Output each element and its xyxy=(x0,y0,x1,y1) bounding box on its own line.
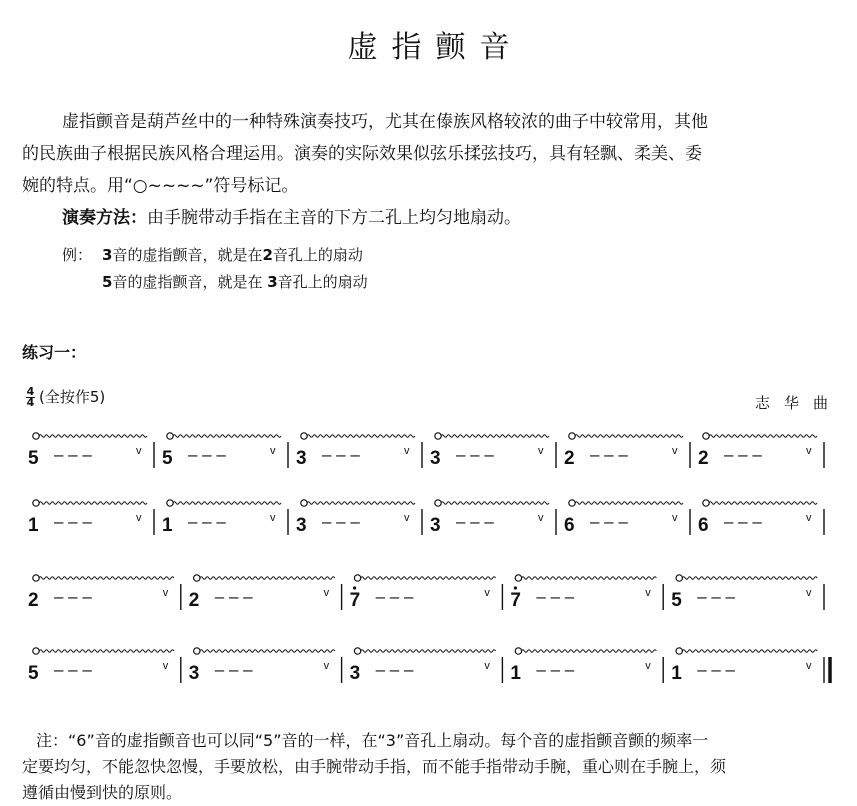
tremolo-wave xyxy=(521,577,656,580)
score-note: 3 xyxy=(188,663,200,684)
score-note: 1 xyxy=(162,515,173,536)
tremolo-circle xyxy=(33,500,39,506)
tremolo-circle xyxy=(167,433,173,439)
score-note: 3 xyxy=(430,448,441,469)
tremolo-wave xyxy=(575,502,683,505)
score-dashes: – – – xyxy=(590,445,628,464)
score-note: 3 xyxy=(296,448,307,469)
tremolo-wave xyxy=(307,502,415,505)
breath-mark: v xyxy=(136,445,142,457)
tremolo-wave xyxy=(441,435,549,438)
breath-mark: v xyxy=(162,587,169,599)
score-dashes: – – – xyxy=(536,660,575,679)
score-note: 5 xyxy=(671,590,682,611)
breath-mark: v xyxy=(645,660,651,672)
score-dashes: – – – xyxy=(214,587,253,606)
tremolo-wave xyxy=(173,435,281,438)
score-note: 6 xyxy=(698,515,709,536)
score-dashes: – – – xyxy=(54,587,92,606)
tremolo-circle xyxy=(569,433,575,439)
score-note: 1 xyxy=(671,663,682,684)
breath-mark: v xyxy=(484,587,490,599)
score-dashes: – – – xyxy=(724,512,762,531)
score-dashes: – – – xyxy=(188,445,226,464)
breath-mark: v xyxy=(806,660,812,672)
score-note: 1 xyxy=(510,663,521,684)
breath-mark: v xyxy=(404,445,410,457)
tremolo-wave xyxy=(682,577,817,580)
tremolo-circle xyxy=(33,648,39,654)
score-note: 7 xyxy=(349,590,361,611)
tremolo-wave xyxy=(575,435,683,438)
breath-mark: v xyxy=(645,587,651,599)
score-note: 5 xyxy=(28,663,39,684)
score-dashes: – – – xyxy=(54,445,92,464)
high-octave-dot xyxy=(514,586,517,589)
score-dashes: – – – xyxy=(724,445,762,464)
breath-mark: v xyxy=(323,660,330,672)
score-note: 2 xyxy=(188,590,200,611)
tremolo-circle xyxy=(354,648,360,654)
tremolo-circle xyxy=(569,500,575,506)
tremolo-wave xyxy=(709,502,817,505)
score-dashes: – – – xyxy=(322,512,360,531)
tremolo-wave xyxy=(200,577,335,580)
tremolo-wave xyxy=(173,502,281,505)
breath-mark: v xyxy=(323,587,330,599)
key-indication: (全按作5) xyxy=(39,388,106,406)
intro-line-1: 虚指颤音是葫芦丝中的一种特殊演奏技巧，尤其在傣族风格较浓的曲子中较常用，其他 xyxy=(62,112,708,132)
tremolo-circle xyxy=(703,433,709,439)
score-note: 2 xyxy=(698,448,709,469)
example-1-hole: 2 xyxy=(262,246,273,264)
exercise-label: 练习一： xyxy=(22,343,87,362)
example-2-text-a: 音的虚指颤音，就是在 xyxy=(112,273,268,291)
breath-mark: v xyxy=(404,512,410,524)
breath-mark: v xyxy=(136,512,142,524)
breath-mark: v xyxy=(538,512,544,524)
tremolo-wave xyxy=(361,577,496,580)
tremolo-wave xyxy=(39,650,174,653)
footer-note xyxy=(22,728,836,806)
tremolo-circle xyxy=(676,575,682,581)
footer-line-1: 注：“6”音的虚指颤音也可以同“5”音的一样，在“3”音孔上扇动。每个音的虚指颤音颤的频率一 xyxy=(36,731,709,750)
score-dashes: – – – xyxy=(214,660,253,679)
breath-mark: v xyxy=(270,512,276,524)
tremolo-circle xyxy=(194,575,200,581)
time-bottom: 4 xyxy=(26,396,35,409)
example-2-text-b: 音孔上的扇动 xyxy=(277,273,368,291)
example-1-text-b: 音孔上的扇动 xyxy=(272,246,363,264)
tremolo-circle xyxy=(301,500,307,506)
tremolo-wave xyxy=(521,650,656,653)
breath-mark: v xyxy=(806,445,812,457)
intro-line-2: 的民族曲子根据民族风格合理运用。演奏的实际效果似弦乐揉弦技巧，具有轻飘、柔美、委 xyxy=(22,144,702,164)
tremolo-circle xyxy=(167,500,173,506)
score-note: 2 xyxy=(564,448,575,469)
method-text: 由手腕带动手指在主音的下方二孔上均匀地扇动。 xyxy=(147,208,521,228)
breath-mark: v xyxy=(672,512,678,524)
score-dashes: – – – xyxy=(590,512,628,531)
example-1-text-a: 音的虚指颤音，就是在 xyxy=(112,246,263,264)
score-dashes: – – – xyxy=(375,587,414,606)
tremolo-circle xyxy=(435,433,441,439)
score-note: 3 xyxy=(349,663,361,684)
tremolo-circle xyxy=(33,575,39,581)
tremolo-circle xyxy=(301,433,307,439)
breath-mark: v xyxy=(538,445,544,457)
tremolo-wave xyxy=(361,650,496,653)
score-note: 7 xyxy=(510,590,521,611)
time-top: 4 xyxy=(26,385,35,398)
score-dashes: – – – xyxy=(188,512,226,531)
example-2-hole: 3 xyxy=(267,273,278,291)
tremolo-circle xyxy=(703,500,709,506)
score-note: 5 xyxy=(28,448,39,469)
tremolo-circle xyxy=(33,433,39,439)
tremolo-wave xyxy=(39,502,147,505)
tremolo-circle xyxy=(194,648,200,654)
tremolo-circle xyxy=(354,575,360,581)
footer-line-2: 定要均匀，不能忽快忽慢，手要放松，由手腕带动手指，而不能手指带动手腕，重心则在手腕上，须 xyxy=(22,757,727,776)
tremolo-circle xyxy=(515,575,521,581)
score-dashes: – – – xyxy=(456,445,494,464)
score-note: 1 xyxy=(28,515,39,536)
tremolo-circle xyxy=(515,648,521,654)
tremolo-wave xyxy=(709,435,817,438)
tremolo-wave xyxy=(200,650,335,653)
high-octave-dot xyxy=(353,586,356,589)
breath-mark: v xyxy=(162,660,169,672)
score-note: 5 xyxy=(162,448,173,469)
breath-mark: v xyxy=(270,445,276,457)
score-dashes: – – – xyxy=(54,512,92,531)
tremolo-wave xyxy=(682,650,817,653)
score-note: 6 xyxy=(564,515,575,536)
example-2-note: 5 xyxy=(102,273,113,291)
tremolo-circle xyxy=(676,648,682,654)
score-note: 2 xyxy=(28,590,39,611)
breath-mark: v xyxy=(806,587,812,599)
score-note: 3 xyxy=(430,515,441,536)
page-title: 虚指颤音 xyxy=(347,30,524,65)
tremolo-wave xyxy=(39,577,174,580)
example-label: 例： xyxy=(62,246,93,264)
tremolo-wave xyxy=(39,435,147,438)
tremolo-circle xyxy=(435,500,441,506)
breath-mark: v xyxy=(806,512,812,524)
score-note: 3 xyxy=(296,515,307,536)
score-dashes: – – – xyxy=(456,512,494,531)
score-dashes: – – – xyxy=(697,587,736,606)
breath-mark: v xyxy=(484,660,490,672)
example-1-note: 3 xyxy=(102,246,113,264)
tremolo-wave xyxy=(307,435,415,438)
tremolo-wave xyxy=(441,502,549,505)
intro-line-3: 婉的特点。用“○~~~~”符号标记。 xyxy=(22,176,299,196)
score-dashes: – – – xyxy=(697,660,736,679)
method-label: 演奏方法： xyxy=(62,208,147,228)
score-dashes: – – – xyxy=(375,660,414,679)
score-dashes: – – – xyxy=(322,445,360,464)
footer-line-3: 遵循由慢到快的原则。 xyxy=(22,783,183,802)
breath-mark: v xyxy=(672,445,678,457)
composer: 志华曲 xyxy=(755,394,843,412)
score-dashes: – – – xyxy=(536,587,575,606)
score-dashes: – – – xyxy=(54,660,92,679)
